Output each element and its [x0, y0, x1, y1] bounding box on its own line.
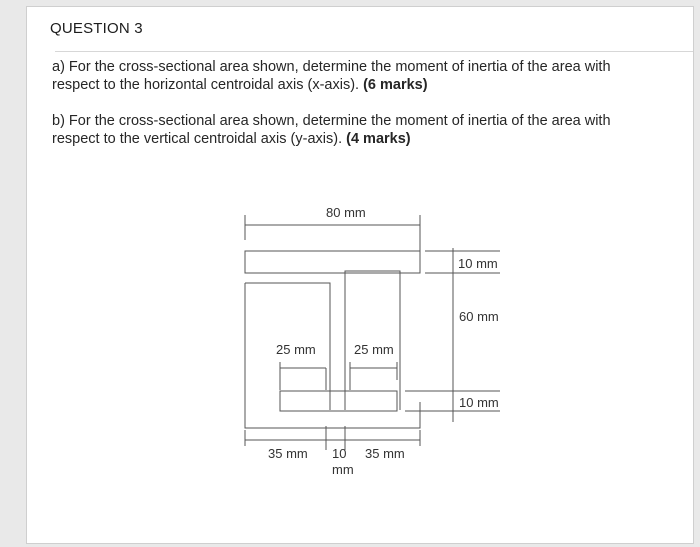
- bottom-mid-label-line1: 10: [332, 446, 347, 461]
- part-a-marks: (6 marks): [363, 77, 428, 93]
- bottom-left-label: 35 mm: [268, 446, 308, 461]
- bottom-right-label: 35 mm: [365, 446, 405, 461]
- left-inner-label: 25 mm: [276, 342, 316, 357]
- width-label: 80 mm: [326, 205, 366, 220]
- part-b-marks: (4 marks): [346, 131, 411, 147]
- question-title: QUESTION 3: [50, 20, 143, 37]
- part-a-text: a) For the cross-sectional area shown, determine the moment of inertia of the area with respect to the horizontal centroidal axis (x-axis).: [52, 59, 611, 93]
- web-height-label: 60 mm: [459, 309, 499, 324]
- bottom-flange-label: 10 mm: [459, 395, 499, 410]
- left-outline: [245, 283, 420, 428]
- right-inner-label: 25 mm: [354, 342, 394, 357]
- bottom-flange: [280, 391, 397, 411]
- top-flange: [245, 251, 420, 273]
- top-flange-label: 10 mm: [458, 256, 498, 271]
- bottom-mid-label-line2: mm: [332, 462, 354, 477]
- part-b-text: b) For the cross-sectional area shown, determine the moment of inertia of the area with respect to the vertical centroidal axis (y-axis).: [52, 113, 611, 147]
- right-cavity: [345, 271, 400, 410]
